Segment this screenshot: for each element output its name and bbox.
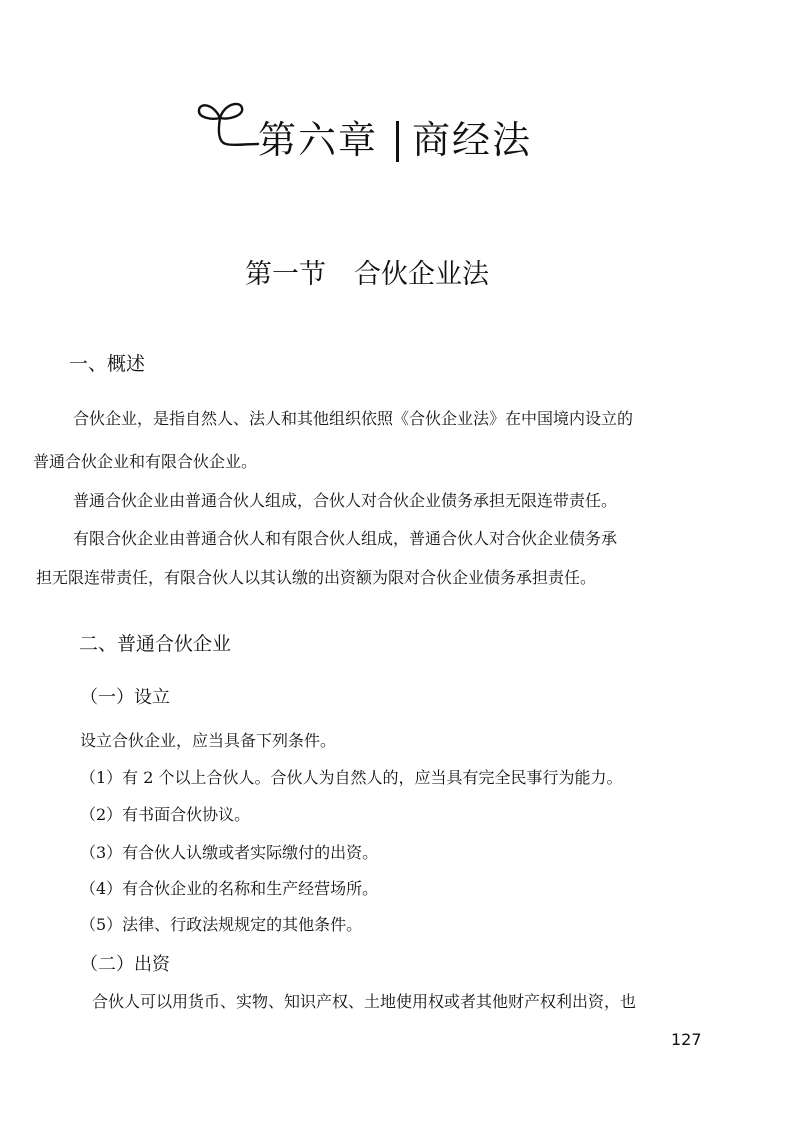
overview-paragraph-3-line-2: 担无限连带责任，有限合伙人以其认缴的出资额为限对合伙企业债务承担责任。 (36, 568, 597, 587)
chapter-title: 第六章 (258, 118, 379, 162)
condition-item-2: （2）有书面合伙协议。 (80, 805, 251, 824)
contribution-heading: （二）出资 (80, 954, 170, 975)
contribution-text: 合伙人可以用货币、实物、知识产权、土地使用权或者其他财产权利出资，也 (92, 992, 637, 1011)
establish-heading: （一）设立 (80, 687, 170, 708)
overview-paragraph-3-line-1: 有限合伙企业由普通合伙人和有限合伙人组成，普通合伙人对合伙企业债务承 (73, 529, 618, 548)
section-name: 合伙企业法 (354, 259, 489, 290)
page-number: 127 (671, 1030, 702, 1049)
overview-paragraph-1-line-2: 普通合伙企业和有限合伙企业。 (33, 452, 258, 471)
condition-item-3: （3）有合伙人认缴或者实际缴付的出资。 (80, 843, 379, 862)
condition-item-5: （5）法律、行政法规规定的其他条件。 (80, 915, 363, 934)
condition-item-4: （4）有合伙企业的名称和生产经营场所。 (80, 879, 379, 898)
overview-paragraph-1-line-1: 合伙企业，是指自然人、法人和其他组织依照《合伙企业法》在中国境内设立的 (73, 409, 634, 428)
general-partnership-heading: 二、普通合伙企业 (79, 633, 232, 655)
sprout-icon (196, 96, 260, 158)
chapter-divider (396, 121, 399, 162)
condition-item-1: （1）有 2 个以上合伙人。合伙人为自然人的，应当具有完全民事行为能力。 (80, 768, 623, 787)
overview-heading: 一、概述 (69, 353, 146, 375)
section-title (245, 256, 489, 294)
section-number: 第一节 (245, 259, 326, 290)
chapter-subtitle: 商经法 (412, 118, 533, 162)
overview-paragraph-2: 普通合伙企业由普通合伙人组成，合伙人对合伙企业债务承担无限连带责任。 (73, 491, 618, 510)
establish-intro: 设立合伙企业，应当具备下列条件。 (80, 731, 337, 750)
